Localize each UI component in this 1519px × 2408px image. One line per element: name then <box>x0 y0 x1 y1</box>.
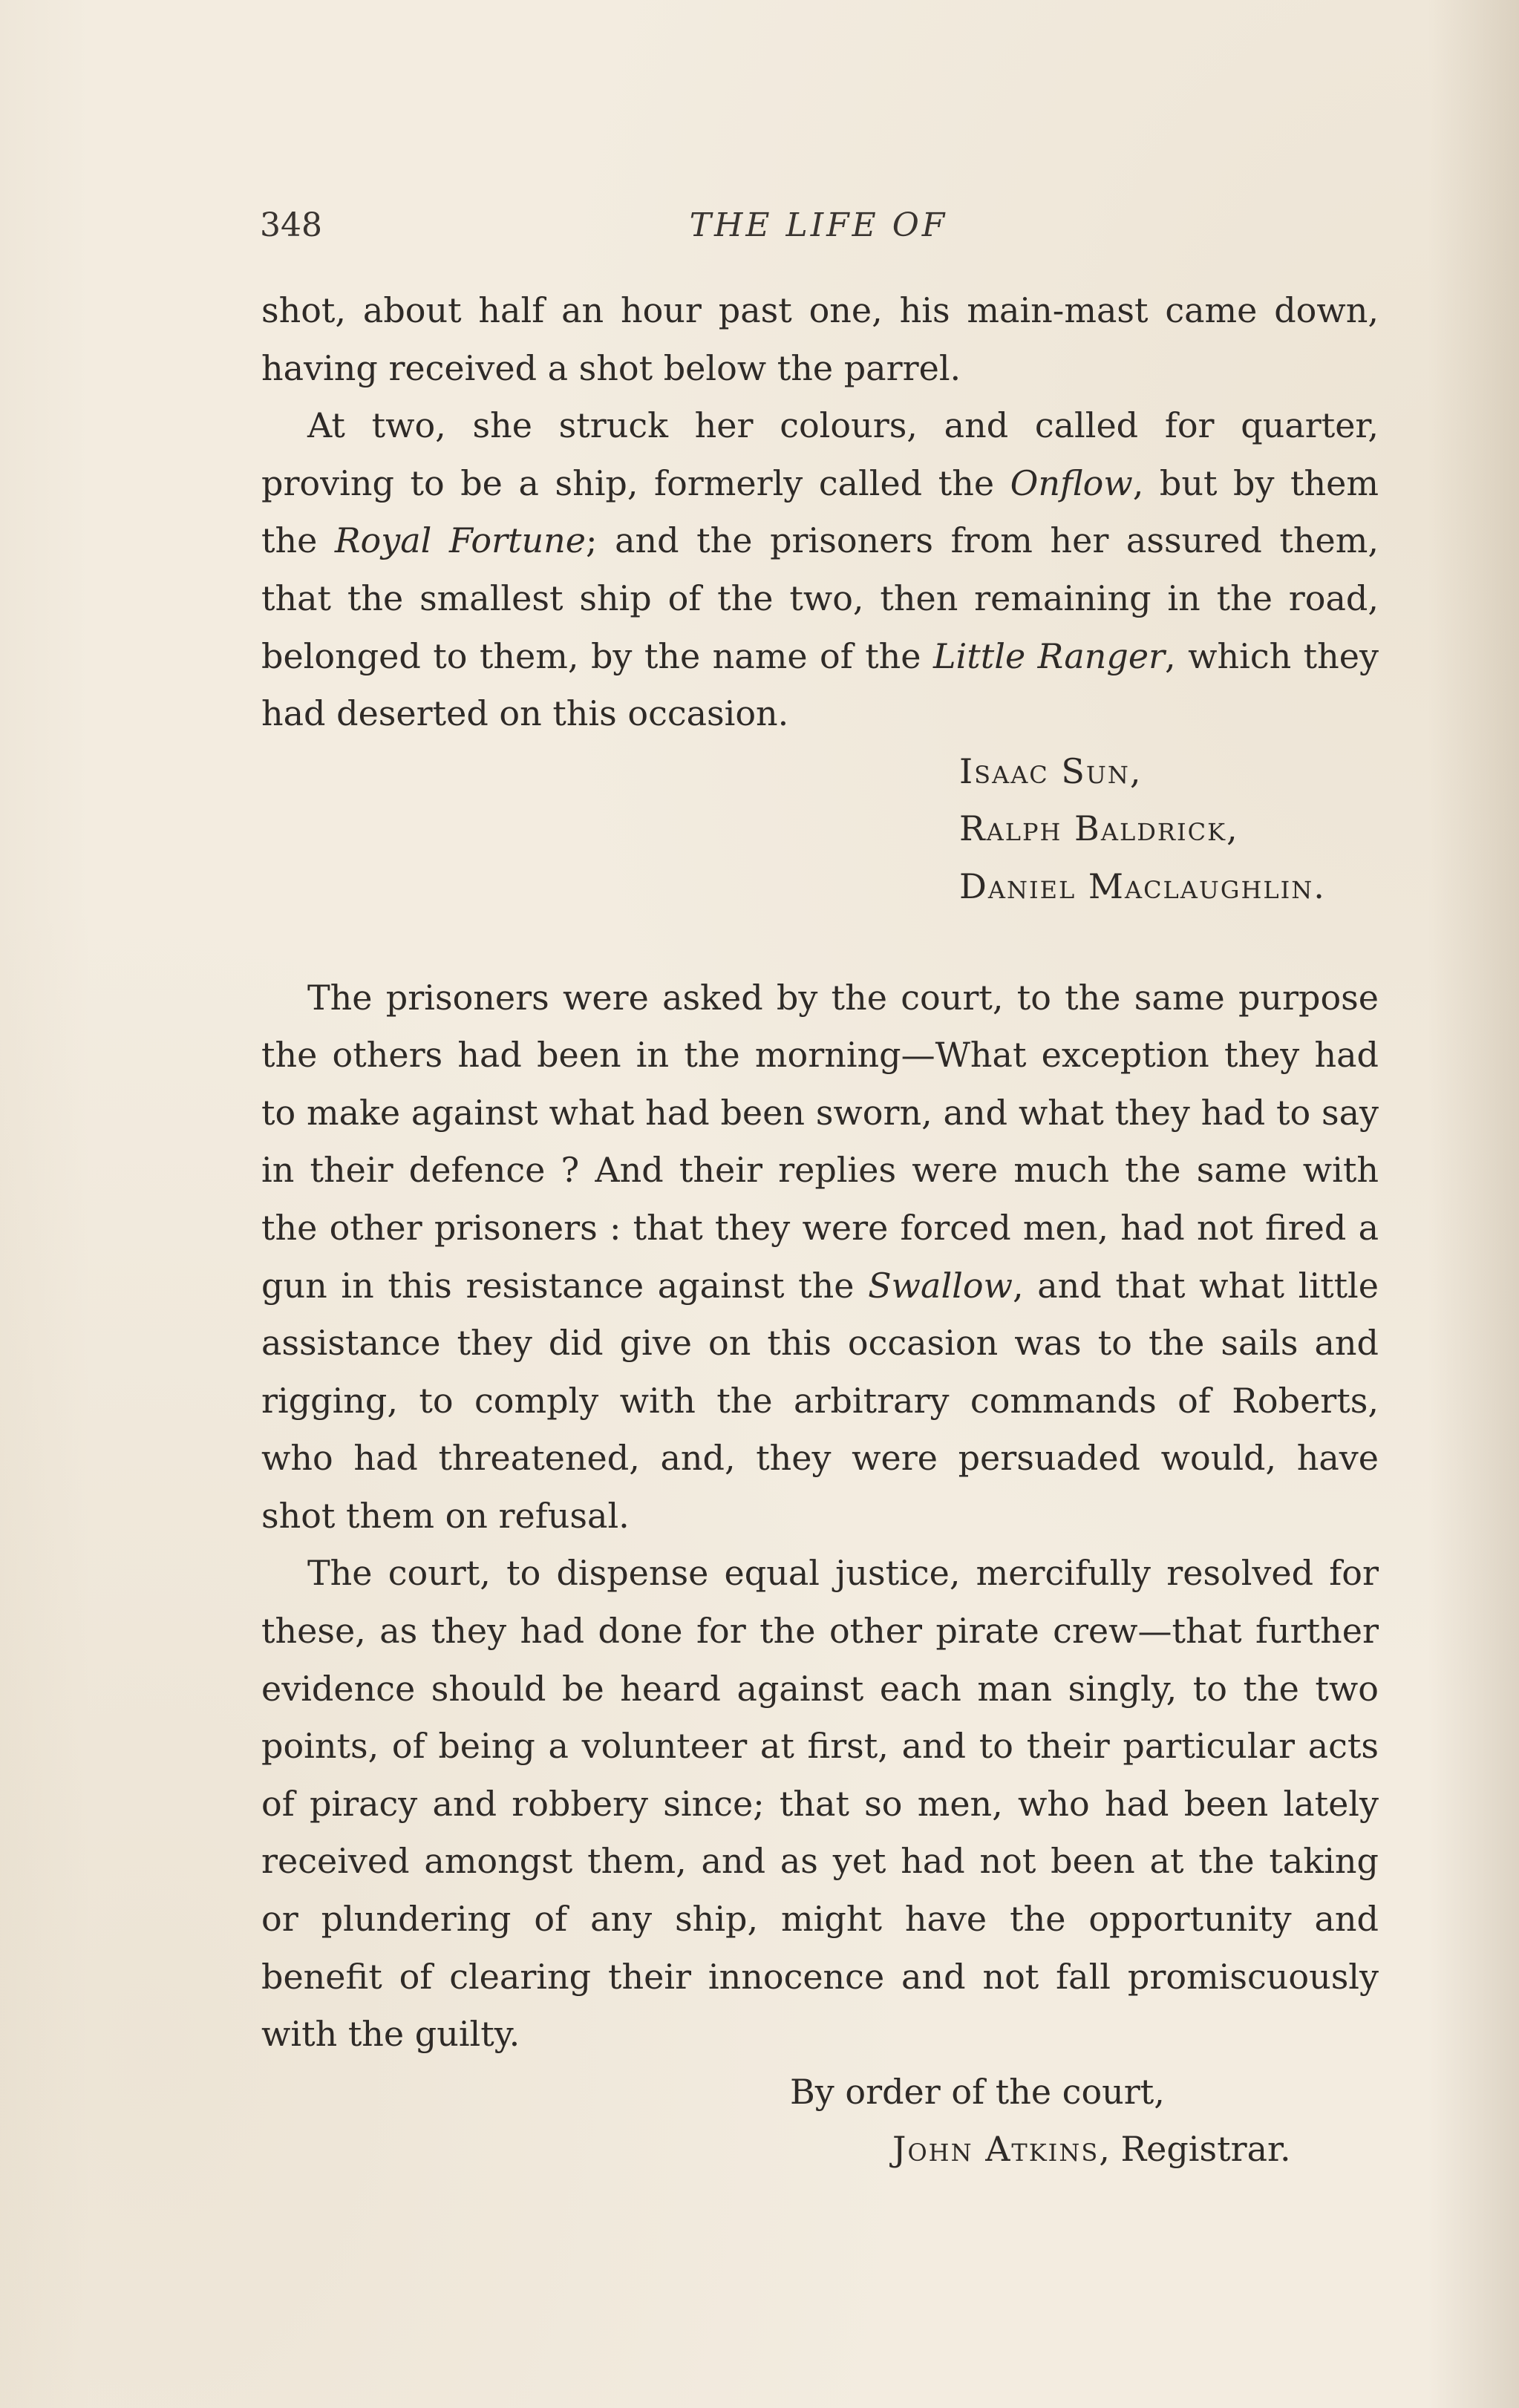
paragraph-3-part-b: , and that what little assistance they did give on this occasion was to the sails and rigging, to comply with the arbitrary commands of Roberts, who had threatened, and, they were persuaded would, have shot them on refusal. <box>261 1265 1379 1536</box>
closing-block <box>261 2064 1379 2179</box>
paragraph-4 <box>261 1545 1379 2063</box>
by-order-line: By order of the court, <box>790 2071 1165 2112</box>
ship-name-little-ranger: Little Ranger <box>933 635 1166 676</box>
paragraph-1 <box>261 282 1379 397</box>
paragraph-2-part-c: ; and the prisoners from her assured them, that the smallest ship of the two, then remaining in the road, belonged to them, by the name of the <box>261 520 1379 676</box>
page-number: 348 <box>260 206 322 244</box>
paragraph-4-text: The court, to dispense equal justice, mercifully resolved for these, as they had done for the other pirate crew—that further evidence should be heard against each man singly, to the two points, of being a volunteer at first, and to their particular acts of piracy and robbery since; that so men, who had been lately received amongst them, and as yet had not been at the taking or plundering of any ship, might have the opportunity and benefit of clearing their innocence and not fall promiscuously with the guilty. <box>261 1553 1379 2055</box>
paragraph-2-part-a: At two, she struck her colours, and called for quarter, proving to be a ship, formerly called the <box>261 405 1379 503</box>
signatory-ralph-baldrick: Ralph Baldrick, <box>959 808 1239 849</box>
registrar-line <box>261 2121 1379 2179</box>
paragraph-2 <box>261 397 1379 743</box>
ship-name-royal-fortune: Royal Fortune <box>334 520 587 561</box>
paragraph-2-part-b: , but by them the <box>261 462 1379 561</box>
page-body <box>261 282 1379 2179</box>
registrar-title: , Registrar. <box>1099 2129 1291 2170</box>
paragraph-3 <box>261 969 1379 1545</box>
signatories <box>261 743 1379 916</box>
page-header <box>260 206 1377 251</box>
ship-name-onflow: Onflow <box>1010 462 1133 503</box>
ship-name-swallow: Swallow <box>868 1265 1013 1306</box>
paragraph-3-part-a: The prisoners were asked by the court, to the same purpose the others had been in the morning—What exception they had to make against what had been sworn, and what they had to say in their defence ? And their replies were much the same with the other prisoners : that they were forced men, had not fired a gun in this resistance against the <box>261 977 1379 1306</box>
paragraph-1-text: shot, about half an hour past one, his main-mast came down, having received a shot below the parrel. <box>261 290 1379 388</box>
signatory-isaac-sun: Isaac Sun, <box>959 750 1143 791</box>
paragraph-2-part-d: , which they had deserted on this occasion. <box>261 635 1379 734</box>
signatory-daniel-maclaughlin: Daniel Maclaughlin. <box>959 866 1326 906</box>
running-title: THE LIFE OF <box>689 206 948 244</box>
registrar-name: John Atkins <box>892 2129 1100 2170</box>
